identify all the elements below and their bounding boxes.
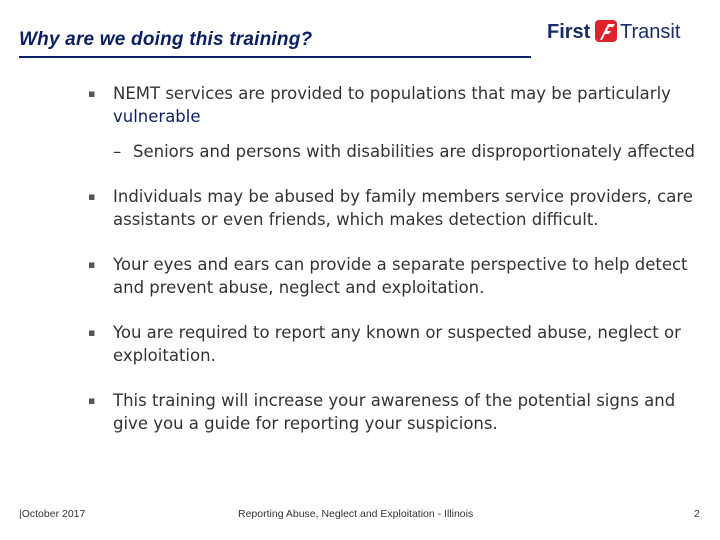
- bullet-item: [88, 321, 700, 367]
- footer-title: Reporting Abuse, Neglect and Exploitation - Illinois: [238, 508, 474, 520]
- bullet-text-line: vulnerable: [113, 107, 201, 126]
- first-transit-logo: [547, 16, 687, 46]
- bullet-item: [88, 82, 700, 128]
- sub-bullet-item: [88, 140, 700, 163]
- sub-bullet-marker: –: [113, 142, 122, 161]
- bullet-marker: ▪: [88, 190, 96, 203]
- bullet-text: [113, 82, 700, 128]
- logo-word-first: First: [547, 21, 591, 43]
- bullet-marker: ▪: [88, 258, 96, 271]
- bullet-text: Your eyes and ears can provide a separate perspective to help detect and prevent abuse, neglect and exploitation.: [113, 255, 688, 297]
- bullet-item: [88, 185, 700, 231]
- bullet-marker: ▪: [88, 87, 96, 100]
- bullet-text: Individuals may be abused by family members service providers, care assistants or even friends, which makes detection difficult.: [113, 187, 693, 229]
- footer-date: |October 2017: [19, 508, 86, 520]
- logo-word-transit: Transit: [620, 21, 681, 43]
- bullet-marker: ▪: [88, 394, 96, 407]
- logo-emblem-icon: [595, 20, 617, 42]
- bullet-item: [88, 389, 700, 435]
- sub-bullet-text: Seniors and persons with disabilities are disproportionately affected: [133, 142, 696, 161]
- bullet-text: You are required to report any known or suspected abuse, neglect or exploitation.: [113, 323, 681, 365]
- bullet-item: [88, 253, 700, 299]
- bullet-text-line: NEMT services are provided to populations that may be particularly: [113, 84, 671, 103]
- bullet-text: This training will increase your awareness of the potential signs and give you a guide for reporting your suspicions.: [113, 391, 676, 433]
- title-underline: [19, 56, 531, 58]
- slide-title: Why are we doing this training?: [19, 29, 313, 50]
- bullet-list: [88, 82, 700, 435]
- bullet-marker: ▪: [88, 326, 96, 339]
- page-number: 2: [694, 508, 700, 520]
